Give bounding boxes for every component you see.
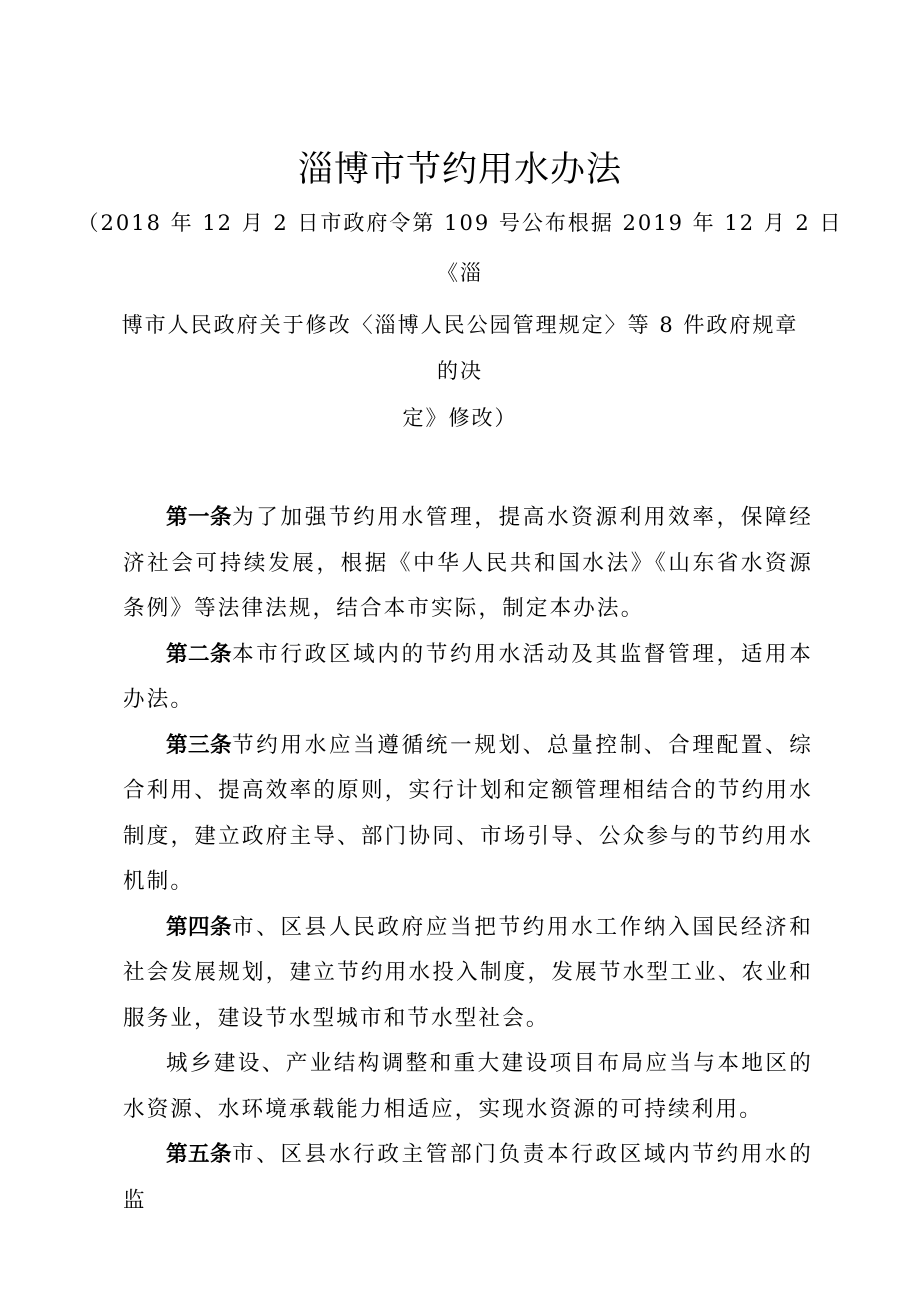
article-text: 城乡建设、产业结构调整和重大建设项目布局应当与本地区的水资源、水环境承载能力相适应，实现水资源的可持续利用。	[123, 1051, 813, 1122]
subtitle-line: 的决	[437, 359, 483, 383]
article-paragraph	[123, 632, 813, 723]
subtitle-line: 定》修改）	[402, 406, 518, 430]
article-heading: 第四条	[166, 914, 233, 940]
article-heading: 第五条	[166, 1142, 233, 1167]
article-paragraph	[123, 495, 813, 632]
subtitle-line: 《淄	[437, 261, 483, 285]
article-heading: 第三条	[166, 732, 233, 758]
document-title: 淄博市节约用水办法	[297, 150, 622, 190]
article-heading: 第二条	[166, 641, 233, 667]
subtitle-line: （2018 年 12 月 2 日市政府令第 109 号公布根据 2019 年 12 月 2 日	[77, 211, 843, 235]
article-paragraph	[123, 723, 813, 905]
article-text: 市、区县水行政主管部门负责本行政区域内节约用水的监	[123, 1142, 813, 1213]
article-text: 为了加强节约用水管理，提高水资源利用效率，保障经济社会可持续发展，根据《中华人民共和国水法》《山东省水资源条例》等法律法规，结合本市实际，制定本办法。	[123, 505, 813, 621]
article-heading: 第一条	[166, 505, 233, 530]
article-paragraph	[123, 1132, 813, 1223]
article-text: 本市行政区域内的节约用水活动及其监督管理，适用本办法。	[123, 641, 813, 712]
article-text: 市、区县人民政府应当把节约用水工作纳入国民经济和社会发展规划，建立节约用水投入制度，发展节水型工业、农业和服务业，建设节水型城市和节水型社会。	[123, 914, 813, 1031]
document-body	[123, 495, 813, 1223]
article-paragraph	[123, 1041, 813, 1132]
subtitle-line: 博市人民政府关于修改〈淄博人民公园管理规定〉等 8 件政府规章	[121, 313, 799, 337]
article-text: 节约用水应当遵循统一规划、总量控制、合理配置、综合利用、提高效率的原则，实行计划和定额管理相结合的节约用水制度，建立政府主导、部门协同、市场引导、公众参与的节约用水机制。	[123, 732, 813, 894]
article-paragraph	[123, 905, 813, 1042]
